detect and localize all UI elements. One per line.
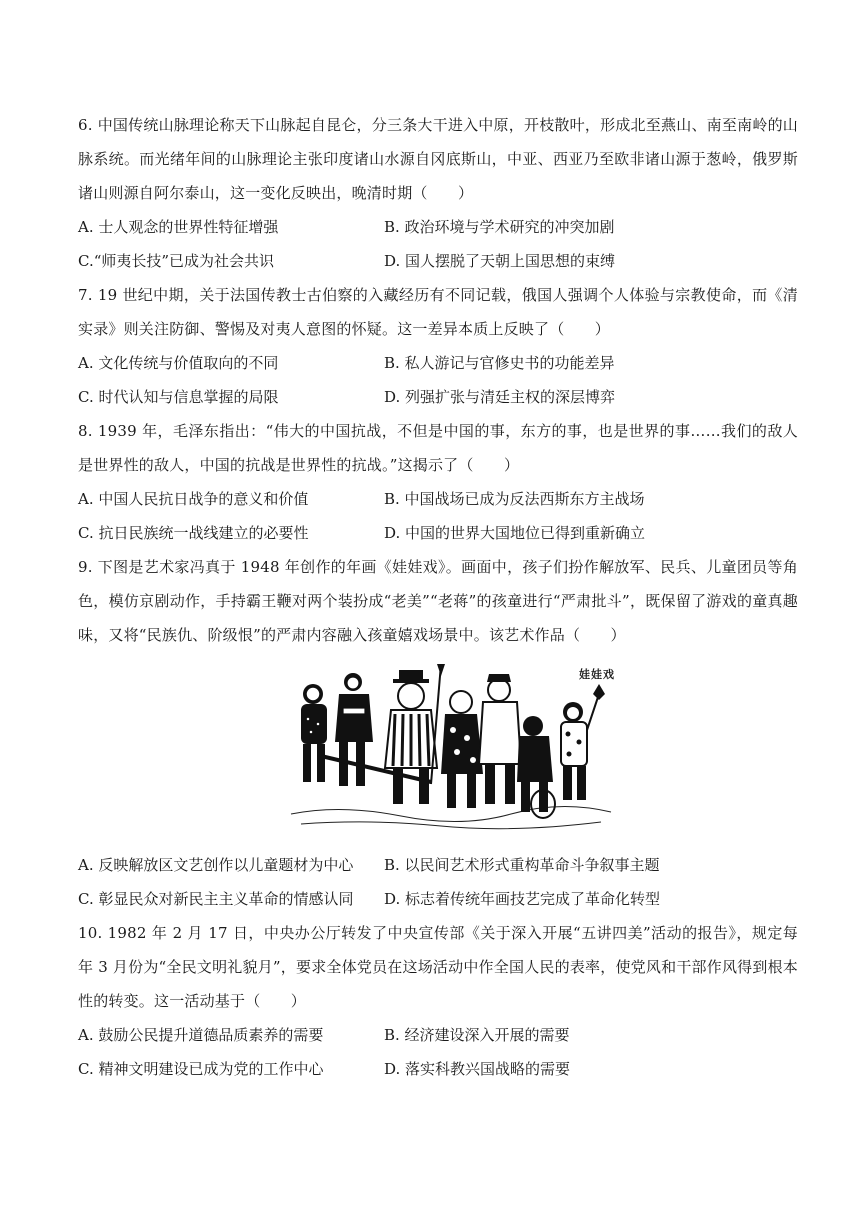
question-9-option-c[interactable]: C. 彰显民众对新民主主义革命的情感认同 (78, 890, 354, 908)
artwork-signature: 娃娃戏 (579, 668, 615, 681)
question-6-options (78, 210, 798, 278)
question-10-options (78, 1018, 798, 1086)
question-7-options (78, 346, 798, 414)
woodcut-figure (281, 664, 621, 834)
question-7-option-c[interactable]: C. 时代认知与信息掌握的局限 (78, 388, 279, 406)
question-6-stem: 6. 中国传统山脉理论称天下山脉起自昆仑，分三条大干进入中原，开枝散叶，形成北至燕山、南至南岭的山脉系统。而光绪年间的山脉理论主张印度诸山水源自冈底斯山，中亚、西亚乃至欧非诸山源于葱岭，俄罗斯诸山则源自阿尔泰山，这一变化反映出，晚清时期（ ） (78, 116, 798, 202)
question-6-option-b[interactable]: B. 政治环境与学术研究的冲突加剧 (384, 218, 615, 236)
question-8-option-b[interactable]: B. 中国战场已成为反法西斯东方主战场 (384, 490, 645, 508)
question-10-stem: 10. 1982 年 2 月 17 日，中央办公厅转发了中央宣传部《关于深入开展“五讲四美”活动的报告》，规定每年 3 月份为“全民文明礼貌月”，要求全体党员在这场活动中作全国人民的表率，使党风和干部作风得到根本性的转变。这一活动基于（ ） (78, 924, 798, 1010)
question-9-option-b[interactable]: B. 以民间艺术形式重构革命斗争叙事主题 (384, 856, 660, 874)
question-7-option-b[interactable]: B. 私人游记与官修史书的功能差异 (384, 354, 615, 372)
question-6-option-a[interactable]: A. 士人观念的世界性特征增强 (78, 218, 279, 236)
question-9-option-d[interactable]: D. 标志着传统年画技艺完成了革命化转型 (384, 890, 661, 908)
question-7-option-a[interactable]: A. 文化传统与价值取向的不同 (78, 354, 279, 372)
question-8-option-d[interactable]: D. 中国的世界大国地位已得到重新确立 (384, 524, 646, 542)
question-9-option-a[interactable]: A. 反映解放区文艺创作以儿童题材为中心 (78, 856, 354, 874)
question-8-options (78, 482, 798, 550)
question-8-option-a[interactable]: A. 中国人民抗日战争的意义和价值 (78, 490, 309, 508)
question-7-stem: 7. 19 世纪中期，关于法国传教士古伯察的入藏经历有不同记载，俄国人强调个人体验与宗教使命，而《清实录》则关注防御、警惕及对夷人意图的怀疑。这一差异本质上反映了（ ） (78, 286, 798, 338)
question-8-option-c[interactable]: C. 抗日民族统一战线建立的必要性 (78, 524, 309, 542)
question-10-option-b[interactable]: B. 经济建设深入开展的需要 (384, 1026, 570, 1044)
question-10-option-c[interactable]: C. 精神文明建设已成为党的工作中心 (78, 1060, 324, 1078)
question-10-option-a[interactable]: A. 鼓励公民提升道德品质素养的需要 (78, 1026, 324, 1044)
question-9-options (78, 848, 798, 916)
question-10-option-d[interactable]: D. 落实科教兴国战略的需要 (384, 1060, 571, 1078)
exam-page (78, 108, 798, 1086)
question-9-stem: 9. 下图是艺术家冯真于 1948 年创作的年画《娃娃戏》。画面中，孩子们扮作解放军、民兵、儿童团员等角色，模仿京剧动作，手持霸王鞭对两个装扮成“老美”“老蒋”的孩童进行“严肃批斗”，既保留了游戏的童真趣味，又将“民族仇、阶级恨”的严肃内容融入孩童嬉戏场景中。该艺术作品（ ） (78, 558, 798, 644)
question-7-option-d[interactable]: D. 列强扩张与清廷主权的深层博弈 (384, 388, 616, 406)
children-play-illustration (281, 664, 621, 834)
question-6-option-c[interactable]: C.“师夷长技”已成为社会共识 (78, 252, 275, 270)
question-6-option-d[interactable]: D. 国人摆脱了天朝上国思想的束缚 (384, 252, 616, 270)
question-8-stem: 8. 1939 年，毛泽东指出：“伟大的中国抗战，不但是中国的事，东方的事，也是世界的事……我们的敌人是世界性的敌人，中国的抗战是世界性的抗战。”这揭示了（ ） (78, 422, 798, 474)
